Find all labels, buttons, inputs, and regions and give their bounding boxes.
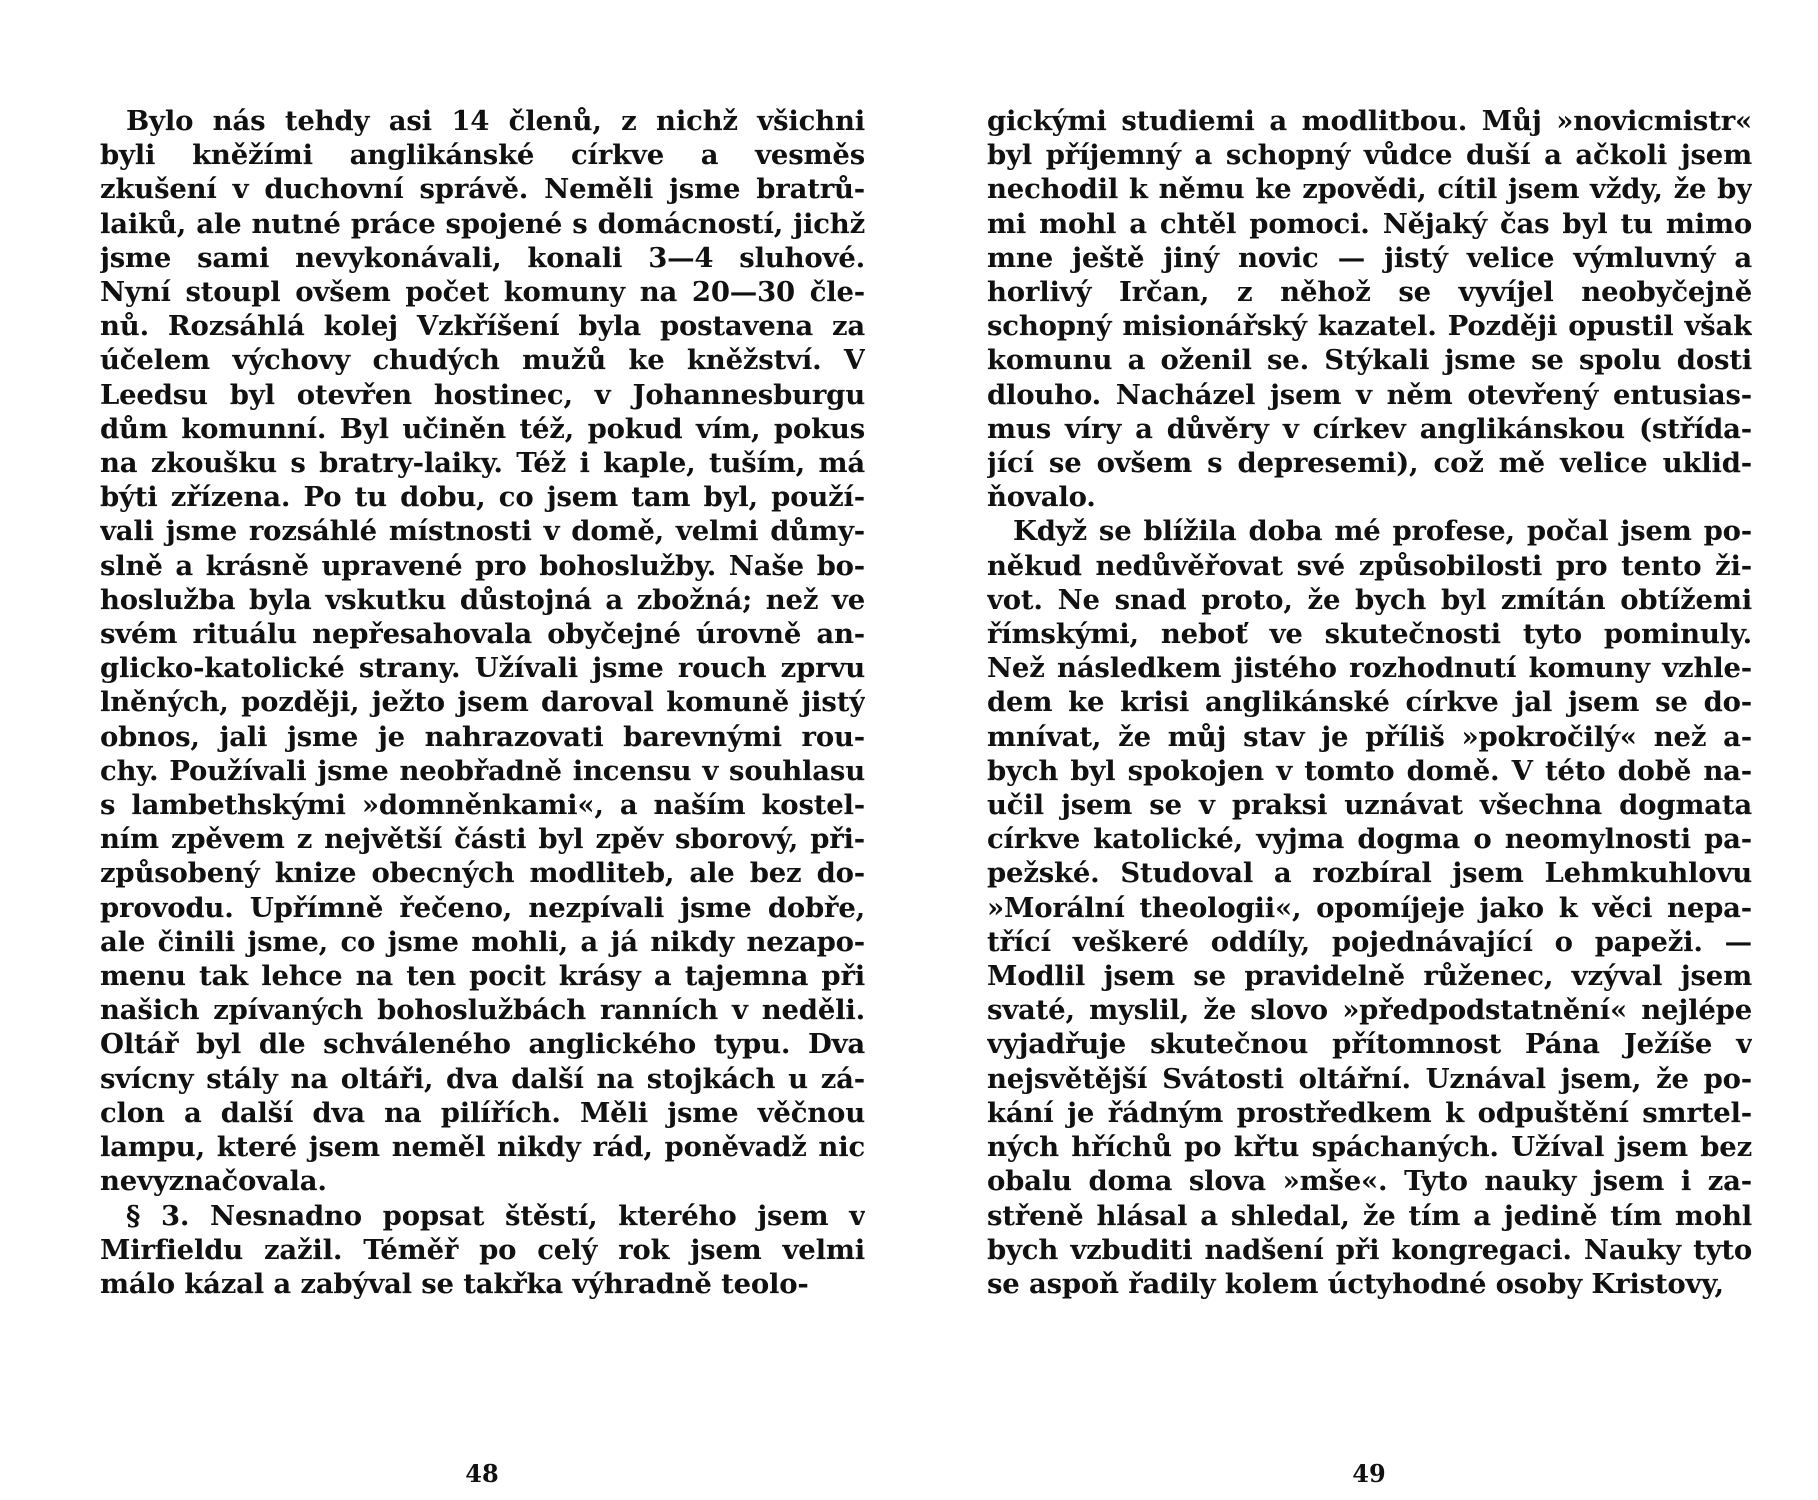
text-line: slně a krásně upravené pro bohoslužby. Naše bo- bbox=[100, 549, 865, 582]
text-line: »Morální theologii«, opomíjeje jako k věci nepa- bbox=[987, 891, 1752, 924]
text-line: horlivý Irčan, z něhož se vyvíjel neobyčejně bbox=[987, 276, 1752, 309]
text-line: byli kněžími anglikánské církve a vesměs bbox=[100, 139, 865, 172]
text-line: vali jsme rozsáhlé místnosti v domě, velmi důmy- bbox=[100, 515, 865, 548]
text-line: dlouho. Nacházel jsem v něm otevřený entusias- bbox=[987, 378, 1752, 411]
text-line: někud nedůvěřovat své způsobilosti pro tento ži- bbox=[987, 549, 1752, 582]
text-line: ale činili jsme, co jsme mohli, a já nikdy nezapo- bbox=[100, 925, 865, 958]
text-line: lampu, které jsem neměl nikdy rád, poněvadž nic bbox=[100, 1131, 865, 1164]
text-line: bych vzbuditi nadšení při kongregaci. Nauky tyto bbox=[987, 1233, 1752, 1266]
text-line: nevyznačovala. bbox=[100, 1165, 327, 1198]
text-line: kání je řádným prostředkem k odpuštění smrtel- bbox=[987, 1096, 1752, 1129]
text-line: obnos, jali jsme je nahrazovati barevnými rou- bbox=[100, 720, 865, 753]
text-line: menu tak lehce na ten pocit krásy a tajemna při bbox=[100, 960, 865, 993]
text-line: mi mohl a chtěl pomoci. Nějaký čas byl tu mimo bbox=[987, 207, 1752, 240]
left-page-text bbox=[100, 104, 865, 1301]
left-page-number: 48 bbox=[465, 1459, 499, 1488]
text-line: římskými, neboť ve skutečnosti tyto pominuly. bbox=[987, 618, 1752, 651]
text-line: bych byl spokojen v tomto domě. V této době na- bbox=[987, 754, 1752, 787]
text-line: ňovalo. bbox=[987, 481, 1096, 514]
text-line: Nyní stoupl ovšem počet komuny na 20—30 čle- bbox=[100, 276, 865, 309]
text-line: glicko-katolické strany. Užívali jsme rouch zprvu bbox=[100, 652, 865, 685]
text-line: pežské. Studoval a rozbíral jsem Lehmkuhlovu bbox=[987, 857, 1752, 890]
text-line: se aspoň řadily kolem úctyhodné osoby Kristovy, bbox=[987, 1267, 1724, 1300]
right-page bbox=[987, 104, 1752, 1488]
text-line: s lambethskými »domněnkami«, a naším kostel- bbox=[100, 789, 865, 822]
text-line: málo kázal a zabýval se takřka výhradně teolo- bbox=[100, 1267, 809, 1300]
text-line: ných hříchů po křtu spáchaných. Užíval jsem bez bbox=[987, 1131, 1752, 1164]
text-line: Oltář byl dle schváleného anglického typu. Dva bbox=[100, 1028, 865, 1061]
text-line: chy. Používali jsme neobřadně incensu v souhlasu bbox=[100, 754, 865, 787]
text-line: laiků, ale nutné práce spojené s domácností, jichž bbox=[100, 207, 865, 240]
text-line: zkušení v duchovní správě. Neměli jsme bratrů- bbox=[100, 173, 865, 206]
text-line: na zkoušku s bratry-laiky. Též i kaple, tuším, má bbox=[100, 447, 865, 480]
text-line: mus víry a důvěry v církev anglikánskou (střída- bbox=[987, 412, 1752, 445]
text-line: Než následkem jistého rozhodnutí komuny vzhle- bbox=[987, 652, 1752, 685]
text-line: lněných, později, ježto jsem daroval komuně jistý bbox=[100, 686, 865, 719]
text-line: gickými studiemi a modlitbou. Můj »novicmistr« bbox=[987, 105, 1752, 137]
text-line: vyjadřuje skutečnou přítomnost Pána Ježíše v bbox=[987, 1028, 1752, 1061]
text-line: nechodil k němu ke zpovědi, cítil jsem vždy, že by bbox=[987, 173, 1752, 206]
text-line: účelem výchovy chudých mužů ke kněžství. V bbox=[100, 344, 865, 377]
text-line: Bylo nás tehdy asi 14 členů, z nichž všichni bbox=[126, 105, 865, 137]
text-line: dem ke krisi anglikánské církve jal jsem se do- bbox=[987, 686, 1752, 719]
text-line: střeně hlásal a shledal, že tím a jedině tím mohl bbox=[987, 1199, 1752, 1232]
text-line: Mirfieldu zažil. Téměř po celý rok jsem velmi bbox=[100, 1233, 865, 1266]
text-line: ním zpěvem z největší části byl zpěv sborový, při- bbox=[100, 823, 865, 856]
text-line: nů. Rozsáhlá kolej Vzkříšení byla postavena za bbox=[100, 310, 865, 343]
text-line: způsobený knize obecných modliteb, ale bez do- bbox=[100, 857, 865, 890]
right-page-text bbox=[987, 104, 1752, 1301]
text-line: jící se ovšem s depresemi), což mě velice uklid- bbox=[987, 447, 1752, 480]
text-line: mne ještě jiný novic — jistý velice výmluvný a bbox=[987, 241, 1752, 274]
text-line: Modlil jsem se pravidelně růženec, vzýval jsem bbox=[987, 960, 1752, 993]
text-line: jsme sami nevykonávali, konali 3—4 sluhové. bbox=[100, 241, 865, 274]
text-line: učil jsem se v praksi uznávat všechna dogmata bbox=[987, 789, 1752, 822]
text-line: třící veškeré oddíly, pojednávající o papeži. — bbox=[987, 925, 1752, 958]
text-line: býti zřízena. Po tu dobu, co jsem tam byl, použí- bbox=[100, 481, 865, 514]
text-line: mnívat, že můj stav je příliš »pokročilý« než a- bbox=[987, 720, 1752, 753]
text-line: svaté, myslil, že slovo »předpodstatnění« nejlépe bbox=[987, 994, 1752, 1027]
text-line: komunu a oženil se. Stýkali jsme se spolu dosti bbox=[987, 344, 1752, 377]
text-line: Leedsu byl otevřen hostinec, v Johannesburgu bbox=[100, 378, 865, 411]
text-line: § 3. Nesnadno popsat štěstí, kterého jsem v bbox=[126, 1199, 865, 1232]
text-line: církve katolické, vyjma dogma o neomylnosti pa- bbox=[987, 823, 1752, 856]
text-line: hoslužba byla vskutku důstojná a zbožná; než ve bbox=[100, 583, 865, 616]
text-line: dům komunní. Byl učiněn též, pokud vím, pokus bbox=[100, 412, 865, 445]
text-line: svícny stály na oltáři, dva další na stojkách u zá- bbox=[100, 1062, 865, 1095]
text-line: obalu doma slova »mše«. Tyto nauky jsem i za- bbox=[987, 1165, 1752, 1198]
text-line: vot. Ne snad proto, že bych byl zmítán obtížemi bbox=[987, 583, 1752, 616]
text-line: byl příjemný a schopný vůdce duší a ačkoli jsem bbox=[987, 139, 1752, 172]
text-line: Když se blížila doba mé profese, počal jsem po- bbox=[1013, 515, 1752, 548]
text-line: svém rituálu nepřesahovala obyčejné úrovně an- bbox=[100, 618, 865, 651]
text-line: clon a další dva na pilířích. Měli jsme věčnou bbox=[100, 1096, 865, 1129]
text-line: nejsvětější Svátosti oltářní. Uznával jsem, že po- bbox=[987, 1062, 1752, 1095]
left-page bbox=[100, 104, 865, 1488]
text-line: našich zpívaných bohoslužbách ranních v neděli. bbox=[100, 994, 865, 1027]
right-page-number: 49 bbox=[1352, 1459, 1386, 1488]
text-line: provodu. Upřímně řečeno, nezpívali jsme dobře, bbox=[100, 891, 865, 924]
text-line: schopný misionářský kazatel. Později opustil však bbox=[987, 310, 1752, 343]
